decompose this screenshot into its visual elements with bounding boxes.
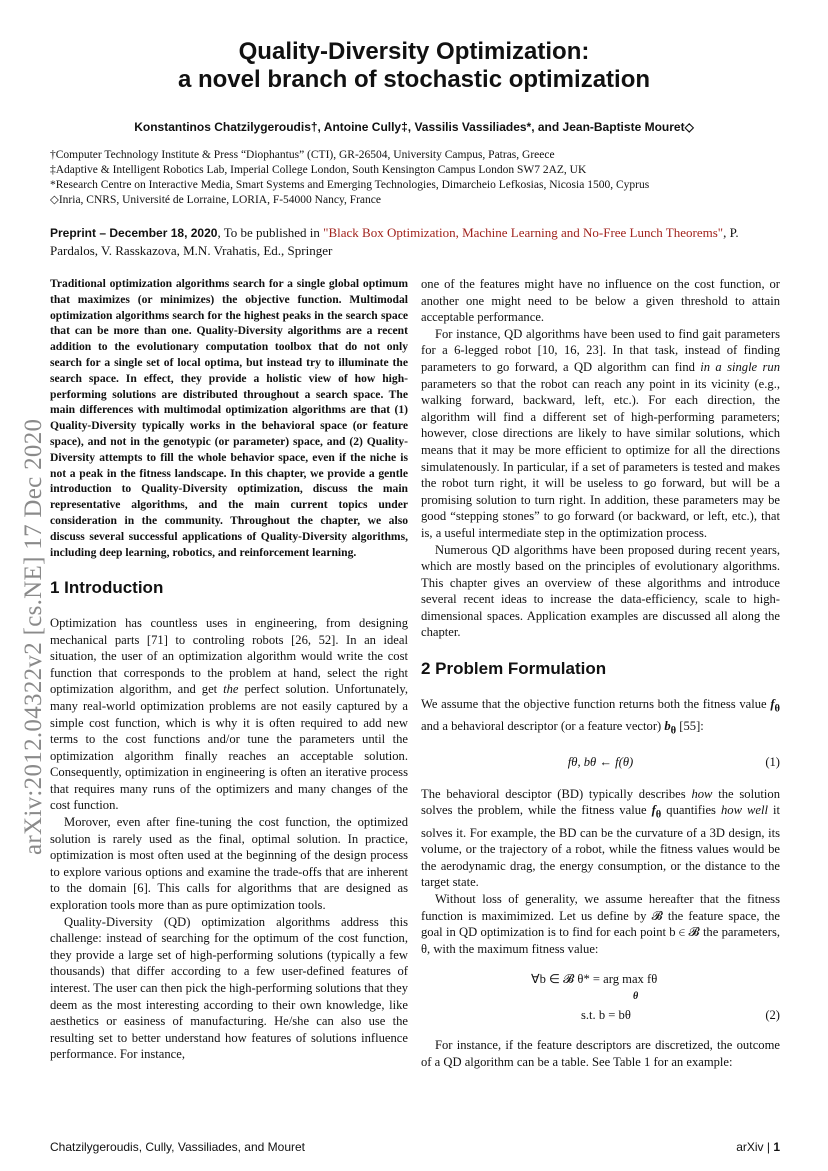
right-paragraph-2	[421, 326, 780, 542]
intro-paragraph-2: Morover, even after fine-tuning the cost function, the optimized solution is rarely used as the final, optimal solution. In practice, optimization is most often used at the beginning of the design process to explore various options and examine the trade-offs that are inherent to the domain [6]. This calls for algorithms that are designed as exploration tools more than as pure optimization tools.	[50, 815, 408, 913]
equation-2-number: (2)	[765, 1008, 780, 1023]
equation-2	[421, 971, 780, 1027]
page-number: 1	[773, 1140, 780, 1154]
arxiv-stamp: arXiv:2012.04322v2 [cs.NE] 17 Dec 2020	[20, 418, 47, 855]
equation-2-argmax-subscript: θ	[633, 991, 639, 1003]
pf-p1-text-a: We assume that the objective function returns both the fitness value	[421, 696, 771, 711]
intro-paragraph-1	[50, 615, 408, 814]
affiliation-2: ‡Adaptive & Intelligent Robotics Lab, Imperial College London, South Kensington Campus London SW7 2AZ, UK	[50, 164, 587, 176]
author-list: Konstantinos Chatzilygeroudis†, Antoine Cully‡, Vassilis Vassiliades*, and Jean-Baptiste Mouret◇	[134, 120, 694, 134]
pf-p2-how: how	[691, 786, 713, 801]
pf-paragraph-3: Without loss of generality, we assume hereafter that the fitness function is maximimized. Let us define by 𝓑 the feature space, the goal in QD optimization is to find for each point b ∈ 𝓑 the parameters, θ, with the maximum fitness value:	[421, 891, 780, 956]
right-column	[421, 276, 780, 1071]
pf-p1-fitness-symbol: f	[770, 696, 775, 711]
right-p2-text-b: parameters so that the robot can reach any point in its vicinity (e.g., walking forward, backward, left, etc.). For each direction, the algorithm will find a different set of high-performing parameters; however, close directions are likely to have similar solutions, which means that it may be more efficient to optimize for all the directions simulatenously. In particular, if a set of parameters is tested and makes the robot turn right, it will be useless to go forward, but will be a promising solution to turn right. In addition, these parameters may be good “stepping stones” to go forward (or backward, or left, etc.), that is, a useful intermediate step in the optimization process.	[421, 376, 780, 540]
equation-2-line-2: s.t. b = bθ	[581, 1008, 631, 1023]
affiliations	[50, 148, 780, 208]
affiliation-4: ◇Inria, CNRS, Université de Lorraine, LORIA, F-54000 Nancy, France	[50, 194, 381, 206]
preprint-notice	[50, 224, 780, 259]
right-paragraph-3: Numerous QD algorithms have been proposed during recent years, which are mostly based on the principles of evolutionary algorithms. This chapter gives an overview of these algorithms and introduce several recent ideas to increase the data-efficiency, scale to high-dimensional spaces. Application examples are discussed all along the chapter.	[421, 542, 780, 640]
pf-p1-text-c: [55]:	[676, 718, 704, 733]
footer-page-info	[736, 1140, 780, 1154]
preprint-editors: , P. Pardalos, V. Rasskazova, M.N. Vrahatis, Ed., Springer	[50, 225, 739, 258]
right-p2-emphasis: in a single run	[700, 359, 780, 374]
intro-paragraph-3: Quality-Diversity (QD) optimization algorithms address this challenge: instead of searching for the optimum of the cost function, they provide a large set of high-performing solutions (typically a few thousands) that differ according to a few user-defined features of interest. The user can then pick the high-performing solutions that they deem as the most interesting according to their own knowledge, like aesthetics or easiness of manufacturing. He/she can also use the resulting set to better understand how features of solutions influence performance. For instance,	[50, 914, 408, 1062]
pf-p2-text-c: quantifies	[661, 803, 721, 818]
right-paragraph-1: one of the features might have no influence on the cost function, or another one might need to be below a given threshold to attain acceptable performance.	[421, 277, 780, 325]
title-line-2: a novel branch of stochastic optimization	[177, 66, 651, 93]
footer-venue: arXiv |	[736, 1140, 774, 1154]
intro-p1-text-b: perfect solution. Unfortunately, many real-world optimization problems are not easily captured by a simple cost function, which is why it is often required to add new terms to the cost functions and/or tune the parameters until the optimization algorithm finally reaches an acceptable solution. Consequently, optimization in engineering is often an iterative process that requires many runs of the optimizers and many changes of the cost function.	[50, 682, 409, 813]
intro-p1-text-a: Optimization has countless uses in engineering, from designing mechanical parts [71] to controling robots [26, 52]. In an ideal situation, the user of an optimization algorithm would write the cost function that corresponds to the problem at hand, select the right optimization algorithm, and get	[50, 615, 408, 697]
book-title-link[interactable]: "Black Box Optimization, Machine Learning and No-Free Lunch Theorems"	[323, 225, 724, 240]
equation-2-line-1: ∀b ∈ 𝓑 θ* = arg max fθ	[531, 972, 658, 987]
left-column	[50, 276, 408, 1063]
section-heading-introduction: 1 Introduction	[50, 578, 164, 598]
pf-paragraph-2: The behavioral desciptor (BD) typically describes how the solution solves the problem, while the fitness value $f_\theta$ quantifies how well it solves it. For example, the BD can be the curvature of a 3D design, its volume, or the trajectory of a robot, while the fitness values would be the aerodynamic drag, the energy consumption, or the distance to the target state.	[421, 786, 780, 890]
affiliation-3: *Research Centre on Interactive Media, Smart Systems and Emerging Technologies, Dimarcheio Lefkosias, Nicosia 1500, Cyprus	[50, 179, 650, 191]
equation-1	[421, 754, 780, 772]
section-heading-problem-formulation: 2 Problem Formulation	[421, 659, 607, 679]
pf-p2-text-d: it solves it. For example, the BD can be the curvature of a 3D design, its volume, or the trajectory of a robot, while the fitness values would be the aerodynamic drag, the energy consumption, or the distance to the target state.	[421, 803, 780, 890]
pf-paragraph-1: We assume that the objective function returns both the fitness value $f_\theta$ and a behavioral descriptor (or a feature vector) $b_\theta$ [55]:	[421, 696, 780, 737]
preprint-mid: , To be published in	[217, 225, 324, 240]
preprint-label: Preprint – December 18, 2020	[50, 226, 218, 240]
affiliation-1: †Computer Technology Institute & Press “Diophantus” (CTI), GR-26504, University Campus, Patras, Greece	[50, 149, 555, 161]
pf-p2-text-a: The behavioral desciptor (BD) typically describes	[421, 786, 692, 801]
pf-p1-text-b: and a behavioral descriptor (or a feature vector)	[421, 718, 665, 733]
pf-p2-how-well: how well	[720, 803, 768, 818]
footer-authors: Chatzilygeroudis, Cully, Vassiliades, and Mouret	[50, 1140, 306, 1154]
equation-1-number: (1)	[765, 754, 780, 769]
title-line-1: Quality-Diversity Optimization:	[238, 38, 590, 65]
pf-p1-bd-symbol: b	[664, 718, 671, 733]
abstract: Traditional optimization algorithms search for a single global optimum that maximizes (or minimizes) the objective function. Multimodal optimization algorithms search for the highest peaks in the search space that can be more than one. Quality-Diversity algorithms are a recent addition to the evolutionary computation toolbox that do not only search for a single set of local optima, but instead try to illuminate the search space. In effect, they provide a holistic view of how high-performing solutions are distributed throughout a search space. The main differences with multimodal optimization algorithms are that (1) Quality-Diversity typically works in the behavioral space (or feature space), and not in the genotypic (or parameter) space, and (2) Quality-Diversity attempts to fill the whole behavior space, even if the niche is not a peak in the fitness landscape. In this chapter, we provide a gentle introduction to Quality-Diversity optimization, discuss the main representative algorithms, and the main current topics under consideration in the community. Throughout the chapter, we also discuss several successful applications of Quality-Diversity algorithms, including deep learning, robotics, and reinforcement learning.	[50, 277, 408, 559]
equation-1-body: fθ, bθ ← f(θ)	[567, 754, 634, 769]
right-p2-text-a: For instance, QD algorithms have been used to find gait parameters for a 6-legged robot [10, 16, 23]. In that task, instead of finding parameters to go forward, a QD algorithm can find	[421, 326, 780, 374]
paper-title	[0, 38, 828, 94]
pf-p2-text-b: the solution solves the problem, while the fitness value	[421, 786, 780, 818]
pf-paragraph-4: For instance, if the feature descriptors are discretized, the outcome of a QD algorithm can be a table. See Table 1 for an example:	[421, 1038, 780, 1069]
intro-p1-emphasis: the	[223, 682, 239, 697]
